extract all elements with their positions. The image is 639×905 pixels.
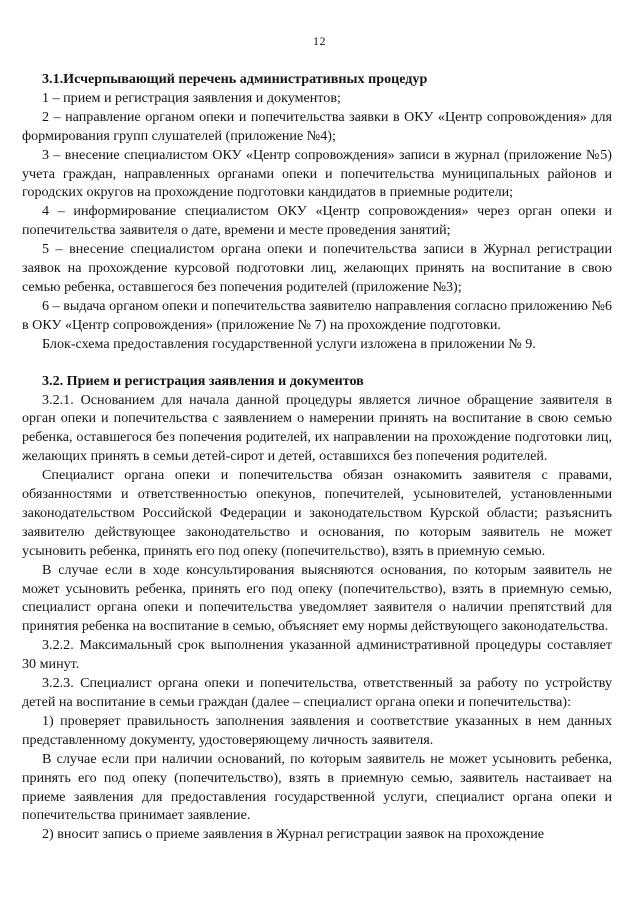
- list-item: 2 – направление органом опеки и попечительства заявки в ОКУ «Центр сопровождения» для формирования групп слушателей (приложение №4);: [22, 108, 612, 144]
- document-body: [22, 70, 612, 844]
- page-number: 12: [313, 34, 326, 48]
- list-item: 1 – прием и регистрация заявления и документов;: [42, 89, 341, 106]
- paragraph: 2) вносит запись о приеме заявления в Журнал регистрации заявок на прохождение: [42, 826, 545, 843]
- paragraph: 1) проверяет правильность заполнения заявления и соответствие указанных в нем данных представленному документу, удостоверяющему личность заявителя.: [22, 712, 612, 748]
- block-scheme-note: Блок-схема предоставления государственной услуги изложена в приложении № 9.: [42, 335, 536, 352]
- section-spacer: [22, 354, 612, 372]
- section-heading-3-2: 3.2. Прием и регистрация заявления и документов: [42, 372, 364, 389]
- paragraph: 3.2.3. Специалист органа опеки и попечительства, ответственный за работу по устройству детей на воспитание в семьи граждан (далее – специалист органа опеки и попечительства):: [22, 675, 612, 710]
- list-item: 4 – информирование специалистом ОКУ «Центр сопровождения» через орган опеки и попечительства заявителя о дате, времени и месте проведения занятий;: [22, 203, 612, 239]
- paragraph: Специалист органа опеки и попечительства обязан ознакомить заявителя с правами, обязанностями и ответственностью опекунов, попечителей, усыновителей, установленными законодательством Российской Федерации и законодательством Курской области; разъяснить заявителю действующее законодательство и основания, по которым заявитель не может усыновить ребенка, принять его под опеку (попечительство), взять в приемную семью.: [22, 467, 612, 559]
- paragraph: 3.2.1. Основанием для начала данной процедуры является личное обращение заявителя в орган опеки и попечительства с заявлением о намерении принять на воспитание в свою семью ребенка, оставшегося без попечения родителей, их направлении на прохождение подготовки лиц, желающих принять в семьи детей-сирот и детей, оставшихся без попечения родителей.: [22, 391, 612, 465]
- paragraph: В случае если в ходе консультирования выясняются основания, по которым заявитель не может усыновить ребенка, принять его под опеку (попечительство), взять в приемную семью, специалист органа опеки и попечительства уведомляет заявителя о наличии препятствий для принятия ребенка на воспитание в семью, объясняет ему нормы действующего законодательства.: [22, 561, 612, 635]
- paragraph: 3.2.2. Максимальный срок выполнения указанной административной процедуры составляет 30 минут.: [22, 637, 612, 673]
- list-item: 5 – внесение специалистом органа опеки и попечительства записи в Журнал регистрации заявок на прохождение курсовой подготовки лиц, желающих принять на воспитание в свою семью ребенка, оставшегося без попечения родителей (приложение №3);: [22, 241, 612, 295]
- list-item: 6 – выдача органом опеки и попечительства заявителю направления согласно приложению №6 в ОКУ «Центр сопровождения» (приложение № 7) на прохождение подготовки.: [22, 297, 612, 333]
- list-item: 3 – внесение специалистом ОКУ «Центр сопровождения» записи в журнал (приложение №5) учета граждан, направленных органами опеки и попечительства муниципальных районов и городских округов на прохождение подготовки кандидатов в приемные родители;: [22, 146, 612, 201]
- section-heading-3-1: 3.1.Исчерпывающий перечень административных процедур: [42, 71, 428, 87]
- paragraph: В случае если при наличии оснований, по которым заявитель не может усыновить ребенка, принять его под опеку (попечительство), взять в приемную семью, заявитель настаивает на приеме заявления для предоставления государственной услуги, специалист органа опеки и попечительства принимает заявление.: [22, 750, 612, 824]
